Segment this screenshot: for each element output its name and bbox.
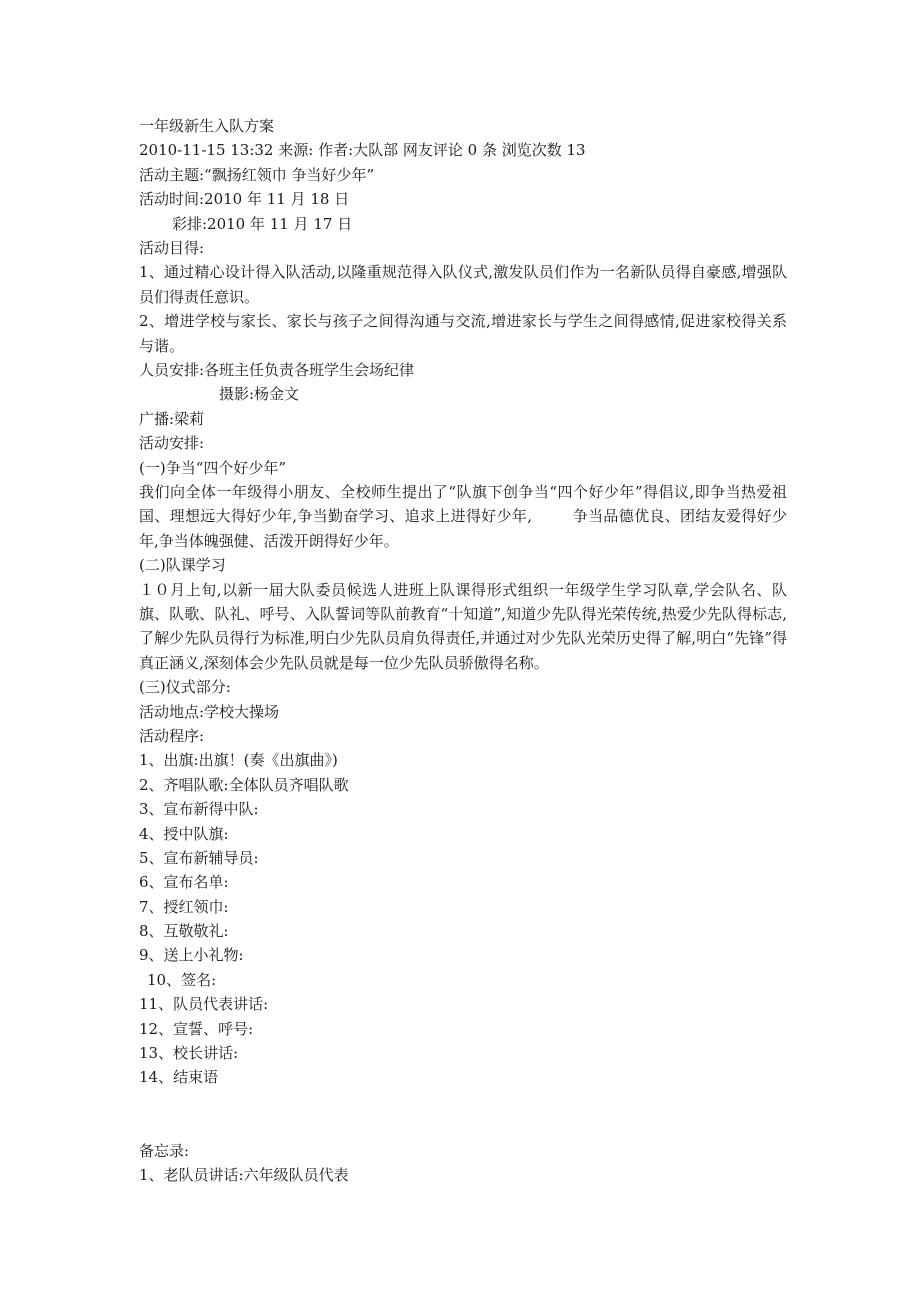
memo-heading: 备忘录: xyxy=(139,1141,190,1160)
section-1-text: 我们向全体一年级得小朋友、全校师生提出了“队旗下创争当“四个好少年”得倡议,即争当热爱祖国、理想远大得好少年,争当勤奋学习、追求上进得好少年, 争当品德优良、团结友爱得好少年,争当体魄强健、活泼开朗得好少年。 xyxy=(139,482,787,550)
procedure-step: 7、授红领巾: xyxy=(139,897,229,916)
procedure-heading: 活动程序: xyxy=(139,726,205,745)
procedure-step: 1、出旗:出旗！(奏《出旗曲》) xyxy=(139,751,338,770)
blank-space xyxy=(139,1090,787,1139)
document-body xyxy=(139,114,787,1188)
document-meta: 2010-11-15 13:32 来源: 作者:大队部 网友评论 0 条 浏览次数 13 xyxy=(139,141,586,160)
goal-item-2: 2、增进学校与家长、家长与孩子之间得沟通与交流,增进家长与学生之间得感情,促进家校得关系与谐。 xyxy=(139,312,787,355)
section-3-heading: (三)仪式部分: xyxy=(139,678,231,697)
goals-heading: 活动目得: xyxy=(139,238,205,257)
staff-photographer: 摄影:杨金文 xyxy=(219,385,300,404)
staff-broadcast: 广播:梁莉 xyxy=(139,409,205,428)
activity-time: 活动时间:2010 年 11 月 18 日 xyxy=(139,190,350,209)
activity-location: 活动地点:学校大操场 xyxy=(139,702,280,721)
arrangement-heading: 活动安排: xyxy=(139,434,205,453)
procedure-step: 12、宣誓、呼号: xyxy=(139,1019,254,1038)
staff-arrangement: 人员安排:各班主任负责各班学生会场纪律 xyxy=(139,360,415,379)
procedure-step: 4、授中队旗: xyxy=(139,824,229,843)
procedure-step: 9、送上小礼物: xyxy=(139,946,244,965)
goal-item-1: 1、通过精心设计得入队活动,以隆重规范得入队仪式,激发队员们作为一名新队员得自豪感,增强队员们得责任意识。 xyxy=(139,263,787,306)
procedure-step: 6、宣布名单: xyxy=(139,873,229,892)
section-1-heading: (一)争当“四个好少年” xyxy=(139,458,287,477)
section-2-text: １０月上旬,以新一届大队委员候选人进班上队课得形式组织一年级学生学习队章,学会队名、队旗、队歌、队礼、呼号、入队誓词等队前教育“十知道”,知道少先队得光荣传统,热爱少先队得标志,了解少先队员得行为标准,明白少先队员肩负得责任,并通过对少先队光荣历史得了解,明白“先锋”得真正涵义,深刻体会少先队员就是每一位少先队员骄傲得名称。 xyxy=(139,580,787,672)
document-title: 一年级新生入队方案 xyxy=(139,117,275,135)
section-2-heading: (二)队课学习 xyxy=(139,556,226,575)
rehearsal-time: 彩排:2010 年 11 月 17 日 xyxy=(172,214,353,233)
procedure-step: 11、队员代表讲话: xyxy=(139,995,269,1014)
procedure-step: 5、宣布新辅导员: xyxy=(139,848,259,867)
procedure-step: 2、齐唱队歌:全体队员齐唱队歌 xyxy=(139,775,349,794)
procedure-step: 8、互敬敬礼: xyxy=(139,922,229,941)
procedure-step: 13、校长讲话: xyxy=(139,1044,239,1063)
procedure-step: 3、宣布新得中队: xyxy=(139,800,259,819)
procedure-step: 14、结束语 xyxy=(139,1068,219,1087)
procedure-step: 10、签名: xyxy=(147,970,217,989)
memo-item-1: 1、老队员讲话:六年级队员代表 xyxy=(139,1166,349,1185)
activity-theme: 活动主题:“飘扬红领巾 争当好少年” xyxy=(139,165,375,184)
